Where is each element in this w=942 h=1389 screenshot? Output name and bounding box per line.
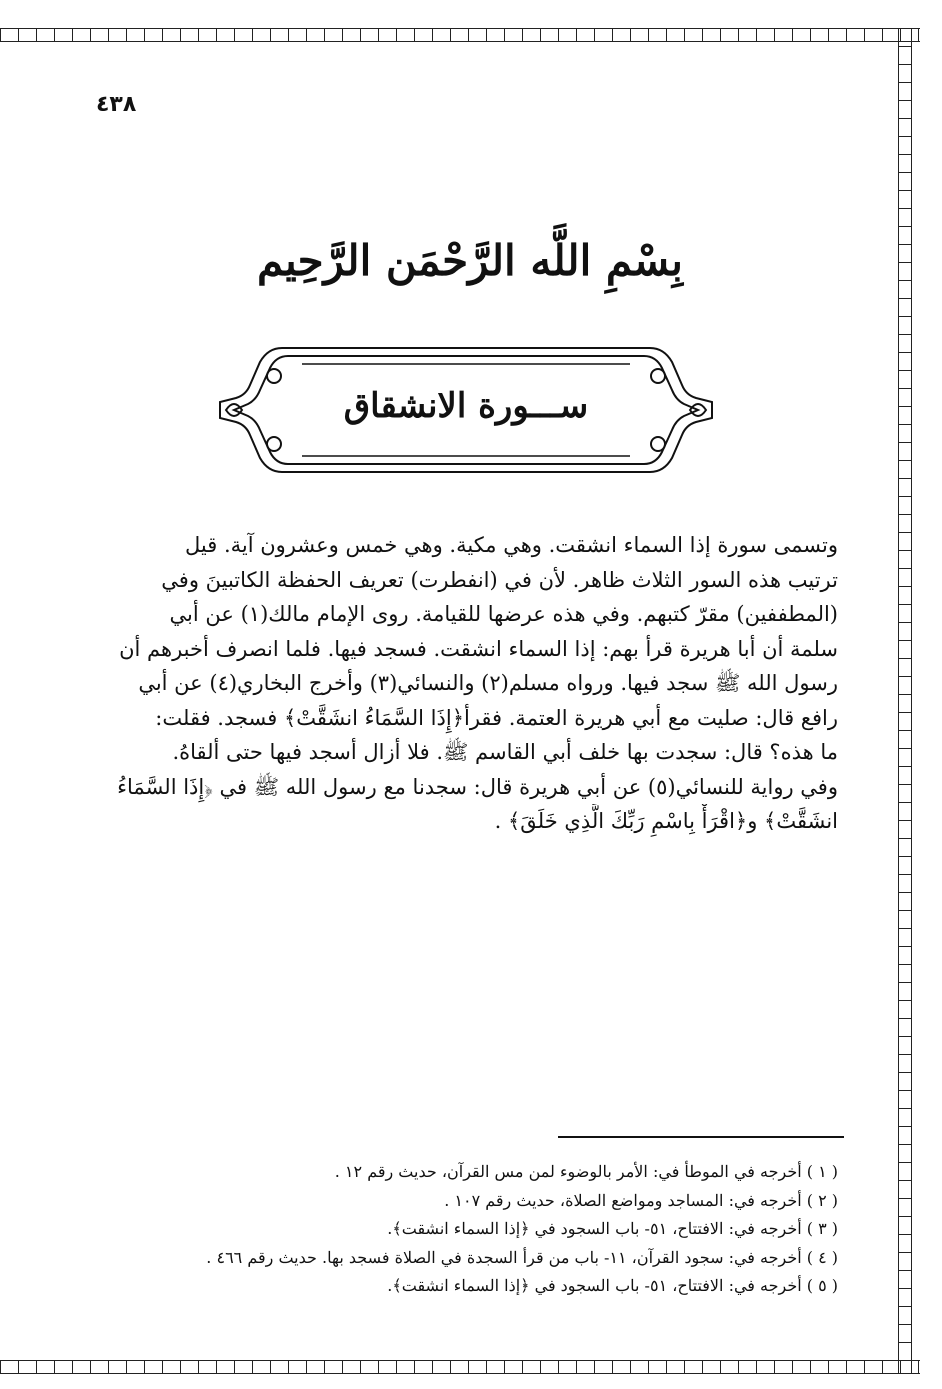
border-right bbox=[898, 28, 912, 1374]
footnotes bbox=[96, 1158, 838, 1301]
surah-title-cartouche bbox=[212, 340, 720, 480]
text-line: ما هذه؟ قال: سجدت بها خلف أبي القاسم ﷺ. فلا أزال أسجد فيها حتى ألقاهُ. bbox=[172, 740, 838, 764]
text-line: رافع قال: صليت مع أبي هريرة العتمة. فقرأ﴿إِذَا السَّمَاءُ انشَقَّتْ﴾ فسجد. فقلت: bbox=[155, 705, 838, 730]
footnote-item: ( ٢ ) أخرجه في: المساجد ومواضع الصلاة، حديث رقم ١٠٧ . bbox=[444, 1190, 838, 1210]
text-line: وتسمى سورة إذا السماء انشقت. وهي مكية. وهي خمس وعشرون آية. قيل bbox=[184, 533, 838, 557]
text-line: رسول الله ﷺ سجد فيها. ورواه مسلم(٢) والنسائي(٣) وأخرج البخاري(٤) عن أبي bbox=[138, 671, 838, 695]
main-text bbox=[96, 528, 838, 839]
surah-title: ســـورة الانشقاق bbox=[343, 386, 589, 426]
border-bottom bbox=[0, 1360, 920, 1374]
text-line: سلمة أن أبا هريرة قرأ بهم: إذا السماء انشقت. فسجد فيها. فلما انصرف أخبرهم أن bbox=[119, 636, 838, 661]
text-line: ترتيب هذه السور الثلاث ظاهر. لأن في (انفطرت) تعريف الحفظة الكاتبينَ وفي bbox=[161, 567, 838, 592]
footnote-item: ( ٥ ) أخرجه في: الافتتاح، ٥١- باب السجود في ﴿إذا السماء انشقت﴾. bbox=[387, 1276, 838, 1295]
text-line: وفي رواية للنسائي(٥) عن أبي هريرة قال: سجدنا مع رسول الله ﷺ في ﴿إِذَا السَّمَاءُ bbox=[117, 774, 838, 799]
footnote-item: ( ٤ ) أخرجه في: سجود القرآن، ١١- باب من قرأ السجدة في الصلاة فسجد بها. حديث رقم ٤٦٦ . bbox=[206, 1247, 838, 1267]
border-top bbox=[0, 28, 920, 42]
basmala-heading: بِسْمِ اللَّه الرَّحْمَن الرَّحِيم bbox=[257, 236, 683, 285]
text-line: (المطففين) مقرّ كتبهم. وفي هذه عرضها للقيامة. روى الإمام مالك(١) عن أبي bbox=[169, 602, 838, 626]
footnote-item: ( ١ ) أخرجه في الموطأ في: الأمر بالوضوء لمن مس القرآن، حديث رقم ١٢ . bbox=[334, 1162, 838, 1181]
footnote-divider bbox=[558, 1136, 844, 1138]
page-number: ٤٣٨ bbox=[96, 92, 137, 117]
text-line: انشَقَّتْ﴾ و﴿اقْرَأْ بِاسْمِ رَبِّكَ الَّذِي خَلَقَ﴾ . bbox=[494, 809, 838, 833]
footnote-item: ( ٣ ) أخرجه في: الافتتاح، ٥١- باب السجود في ﴿إذا السماء انشقت﴾. bbox=[387, 1219, 838, 1238]
